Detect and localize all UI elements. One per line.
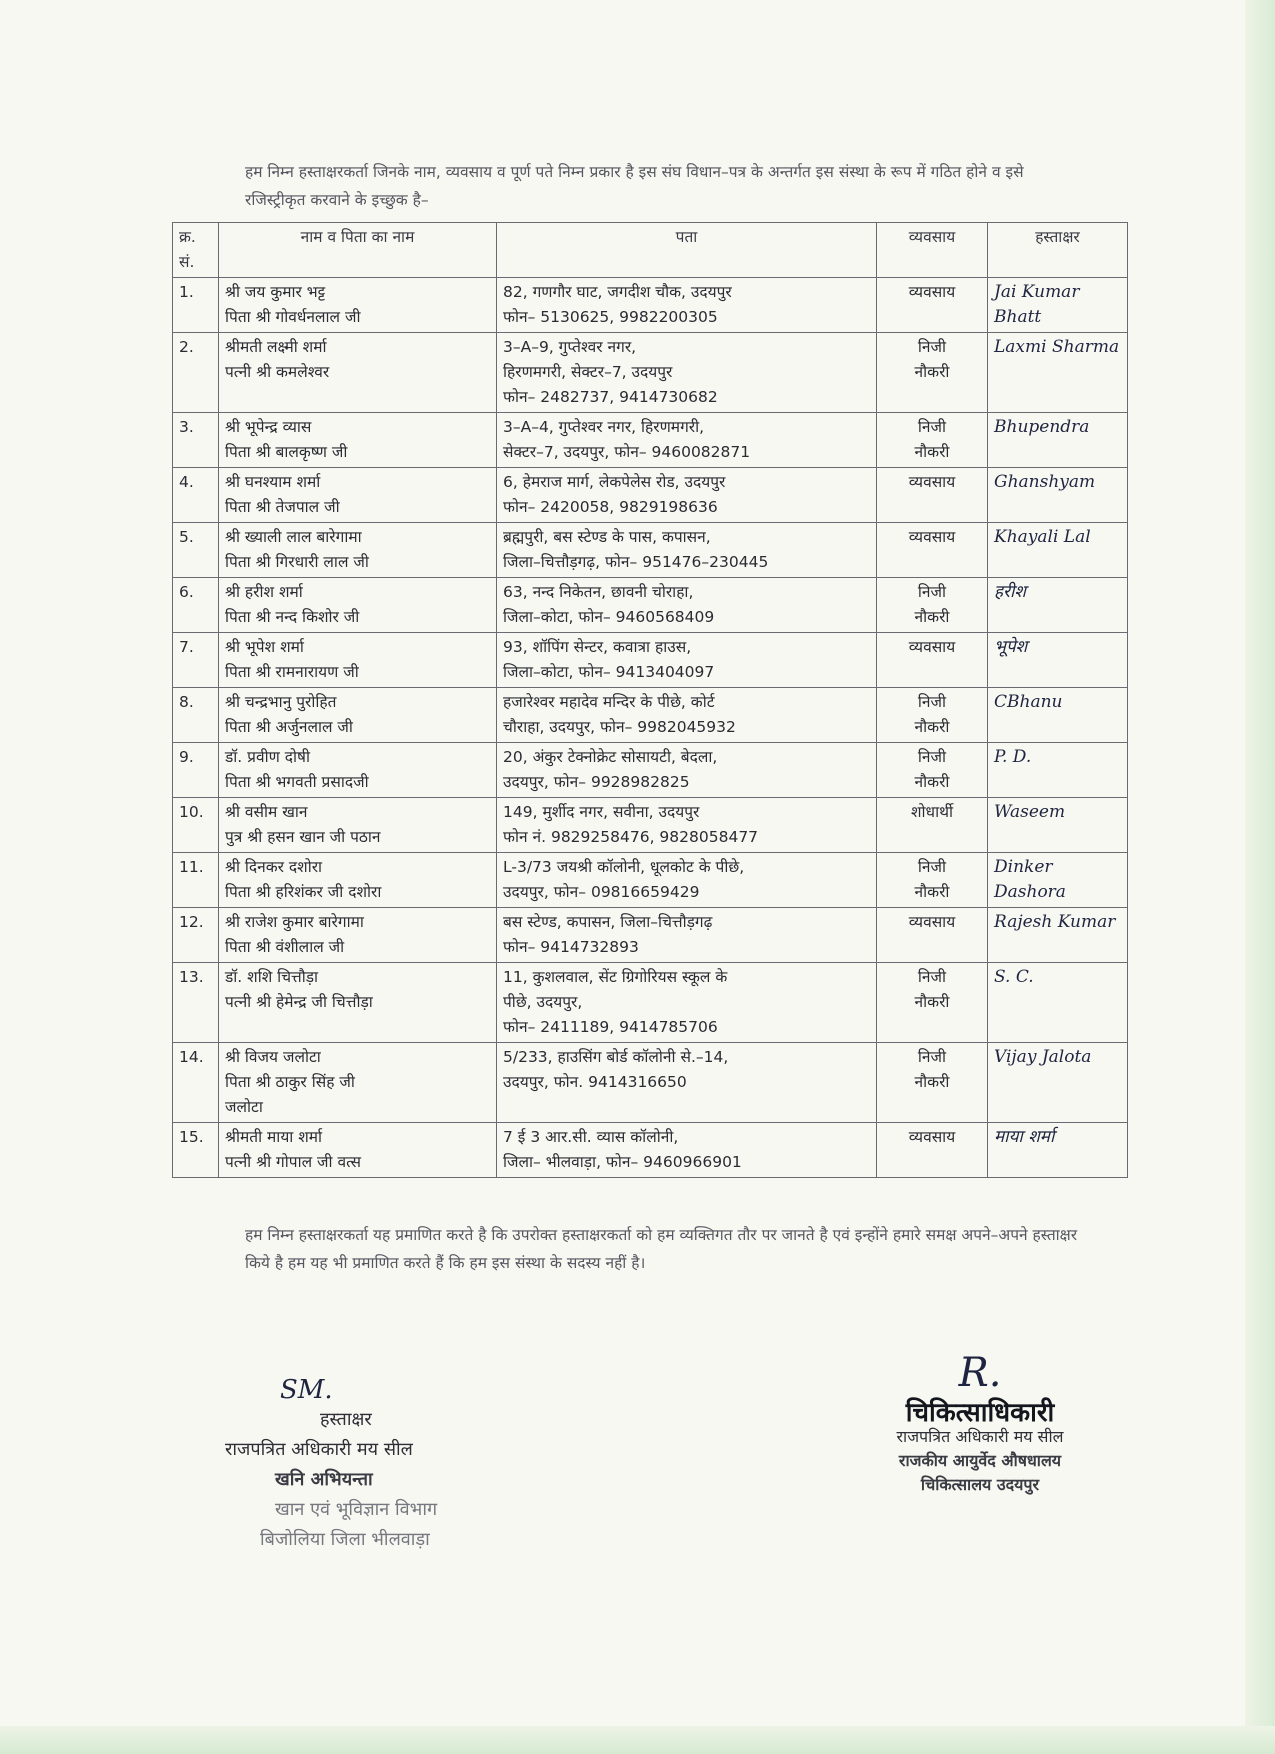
- cell-name-line: पिता श्री हरिशंकर जी दशोरा: [225, 883, 382, 901]
- cell-occupation-line: नौकरी: [914, 773, 950, 791]
- cell-address-line: उदयपुर, फोन. 9414316650: [503, 1073, 687, 1091]
- cell-name-line: जलोटा: [225, 1098, 263, 1116]
- cell-address: [497, 743, 877, 798]
- cell-name: [219, 578, 497, 633]
- cell-signature-line: Vijay Jalota: [994, 1047, 1092, 1067]
- cell-occupation: [877, 578, 988, 633]
- cell-name: [219, 963, 497, 1043]
- cell-address-line: 3–A–4, गुप्तेश्वर नगर, हिरणमगरी,: [503, 418, 705, 436]
- cell-address: [497, 963, 877, 1043]
- header-occupation: व्यवसाय: [877, 223, 988, 278]
- cell-occupation-line: व्यवसाय: [908, 913, 956, 931]
- cell-name-line: श्रीमती लक्ष्मी शर्मा: [225, 338, 327, 356]
- cell-address-line: जिला–कोटा, फोन– 9413404097: [503, 663, 715, 681]
- cell-signature-line: CBhanu: [994, 692, 1063, 712]
- cell-name-line: पत्नी श्री गोपाल जी वत्स: [225, 1153, 361, 1171]
- cell-address-line: 3–A–9, गुप्तेश्वर नगर,: [503, 338, 637, 356]
- cell-address-line: उदयपुर, फोन– 09816659429: [503, 883, 700, 901]
- cell-name-line: श्री ख्याली लाल बारेगामा: [225, 528, 362, 546]
- cell-address: [497, 1123, 877, 1178]
- cell-name-line: पुत्र श्री हसन खान जी पठान: [225, 828, 381, 846]
- cell-sno: [173, 798, 219, 853]
- cell-occupation: [877, 1043, 988, 1123]
- cell-occupation-line: नौकरी: [914, 993, 950, 1011]
- cell-address-line: 6, हेमराज मार्ग, लेकपेलेस रोड, उदयपुर: [503, 473, 726, 491]
- cell-sno-line: 10.: [179, 803, 204, 821]
- cell-sno: [173, 743, 219, 798]
- cell-name-line: श्री घनश्याम शर्मा: [225, 473, 321, 491]
- cell-name: [219, 853, 497, 908]
- cell-occupation-line: निजी: [917, 583, 947, 601]
- cell-sno-line: 6.: [179, 583, 194, 601]
- cell-name: [219, 1043, 497, 1123]
- cell-name: [219, 798, 497, 853]
- cell-occupation: [877, 908, 988, 963]
- cell-sno-line: 12.: [179, 913, 204, 931]
- left-seal-line1: खनि अभियन्ता: [275, 1469, 373, 1490]
- cell-signature-line: Rajesh Kumar: [994, 912, 1116, 932]
- cell-signature: [988, 413, 1128, 468]
- cell-name-line: पिता श्री भगवती प्रसादजी: [225, 773, 369, 791]
- cell-name: [219, 633, 497, 688]
- cell-address-line: जिला– भीलवाड़ा, फोन– 9460966901: [503, 1153, 742, 1171]
- cell-sno: [173, 578, 219, 633]
- cell-name: [219, 908, 497, 963]
- cell-signature: [988, 908, 1128, 963]
- intro-paragraph: हम निम्न हस्ताक्षरकर्ता जिनके नाम, व्यवसाय व पूर्ण पते निम्न प्रकार है इस संघ विधान–पत्र के अन्तर्गत इस संस्था के रूप में गठित होने व इसे रजिस्ट्रीकृत करवाने के इच्छुक है–: [245, 162, 1024, 209]
- cell-occupation: [877, 798, 988, 853]
- cell-name-line: पिता श्री अर्जुनलाल जी: [225, 718, 353, 736]
- cell-address-line: बस स्टेण्ड, कपासन, जिला–चित्तौड़गढ़: [503, 913, 713, 931]
- cell-occupation-line: निजी: [917, 693, 947, 711]
- table-row: [173, 468, 1128, 523]
- cell-signature: [988, 468, 1128, 523]
- cell-occupation-line: नौकरी: [914, 718, 950, 736]
- cell-address-line: 63, नन्द निकेतन, छावनी चोराहा,: [503, 583, 694, 601]
- cell-name-line: पत्नी श्री हेमेन्द्र जी चित्तौड़ा: [225, 993, 373, 1011]
- cell-sno-line: 4.: [179, 473, 194, 491]
- table-row: [173, 633, 1128, 688]
- cell-occupation-line: नौकरी: [914, 1073, 950, 1091]
- cell-address-line: सेक्टर–7, उदयपुर, फोन– 9460082871: [503, 443, 751, 461]
- cell-signature: [988, 633, 1128, 688]
- cell-occupation: [877, 1123, 988, 1178]
- cell-sno-line: 15.: [179, 1128, 204, 1146]
- cell-name-line: श्री हरीश शर्मा: [225, 583, 303, 601]
- right-seal-line1: राजकीय आयुर्वेद औषधालय: [898, 1451, 1062, 1470]
- cell-occupation: [877, 278, 988, 333]
- cell-sno-line: 14.: [179, 1048, 204, 1066]
- table-row: [173, 578, 1128, 633]
- cell-name-line: श्री वसीम खान: [225, 803, 308, 821]
- cell-address-line: हजारेश्वर महादेव मन्दिर के पीछे, कोर्ट: [503, 693, 715, 711]
- cell-address-line: फोन– 5130625, 9982200305: [503, 308, 718, 326]
- table-row: [173, 523, 1128, 578]
- cell-occupation: [877, 633, 988, 688]
- cell-address-line: फोन नं. 9829258476, 9828058477: [503, 828, 759, 846]
- cell-address: [497, 523, 877, 578]
- table-row: [173, 908, 1128, 963]
- cell-address-line: 5/233, हाउसिंग बोर्ड कॉलोनी से.–14,: [503, 1048, 729, 1066]
- right-title: चिकित्साधिकारी: [905, 1398, 1055, 1428]
- member-rows: [173, 278, 1128, 1178]
- cell-address-line: जिला–चित्तौड़गढ़, फोन– 951476–230445: [503, 553, 769, 571]
- cell-occupation: [877, 333, 988, 413]
- cell-signature-line: माया शर्मा: [994, 1127, 1055, 1147]
- cell-sno: [173, 468, 219, 523]
- cell-address-line: 149, मुर्शीद नगर, सवीना, उदयपुर: [503, 803, 700, 821]
- cell-name-line: श्री दिनकर दशोरा: [225, 858, 323, 876]
- cell-name-line: श्री भूपेश शर्मा: [225, 638, 304, 656]
- cell-occupation-line: नौकरी: [914, 363, 950, 381]
- cell-address: [497, 688, 877, 743]
- members-table: [172, 222, 1128, 1178]
- cell-occupation-line: नौकरी: [914, 883, 950, 901]
- cell-sno: [173, 278, 219, 333]
- cell-address-line: फोन– 9414732893: [503, 938, 639, 956]
- cell-occupation: [877, 468, 988, 523]
- cell-occupation-line: व्यवसाय: [908, 473, 956, 491]
- table-row: [173, 853, 1128, 908]
- cell-sno: [173, 333, 219, 413]
- cell-address-line: फोन– 2411189, 9414785706: [503, 1018, 718, 1036]
- cell-signature-line: Laxmi Sharma: [994, 337, 1120, 357]
- cell-signature: [988, 333, 1128, 413]
- cell-sno-line: 3.: [179, 418, 194, 436]
- cell-name-line: पिता श्री ठाकुर सिंह जी: [225, 1073, 355, 1091]
- cell-occupation-line: निजी: [917, 858, 947, 876]
- header-name: नाम व पिता का नाम: [219, 223, 497, 278]
- cell-sno-line: 8.: [179, 693, 194, 711]
- left-designation: राजपत्रित अधिकारी मय सील: [225, 1439, 413, 1460]
- cell-occupation: [877, 523, 988, 578]
- right-attestation-block: [815, 1345, 1145, 1497]
- cell-signature-line: Khayali Lal: [994, 527, 1091, 547]
- left-signature: SM.: [280, 1375, 333, 1405]
- cell-sno-line: 1.: [179, 283, 194, 301]
- cell-sno: [173, 963, 219, 1043]
- page-edge: [1245, 0, 1275, 1754]
- cell-address-line: L-3/73 जयश्री कॉलोनी, धूलकोट के पीछे,: [503, 858, 745, 876]
- cell-sno: [173, 633, 219, 688]
- cell-name: [219, 688, 497, 743]
- right-seal-line2: चिकित्सालय उदयपुर: [920, 1475, 1040, 1494]
- cell-name-line: पिता श्री तेजपाल जी: [225, 498, 340, 516]
- cell-signature-line: S. C.: [994, 967, 1034, 987]
- cell-name-line: पिता श्री वंशीलाल जी: [225, 938, 345, 956]
- table-row: [173, 963, 1128, 1043]
- cell-name-line: पिता श्री नन्द किशोर जी: [225, 608, 360, 626]
- left-signature-label: हस्ताक्षर: [320, 1409, 372, 1430]
- cell-name-line: पिता श्री बालकृष्ण जी: [225, 443, 348, 461]
- cell-address-line: 11, कुशलवाल, सेंट ग्रिगोरियस स्कूल के: [503, 968, 728, 986]
- header-sno: क्र. सं.: [173, 223, 219, 278]
- cell-signature: [988, 523, 1128, 578]
- cell-signature-line: Ghanshyam: [994, 472, 1096, 492]
- cell-occupation-line: शोधार्थी: [910, 803, 954, 821]
- cell-name: [219, 278, 497, 333]
- cell-name-line: पिता श्री रामनारायण जी: [225, 663, 359, 681]
- cell-address: [497, 278, 877, 333]
- cell-name-line: पिता श्री गिरधारी लाल जी: [225, 553, 369, 571]
- cell-occupation-line: नौकरी: [914, 443, 950, 461]
- cell-name-line: डॉ. शशि चित्तौड़ा: [225, 968, 319, 986]
- table-row: [173, 413, 1128, 468]
- cell-address: [497, 908, 877, 963]
- cell-sno-line: 5.: [179, 528, 194, 546]
- cell-occupation-line: निजी: [917, 748, 947, 766]
- cell-address: [497, 853, 877, 908]
- cell-signature: [988, 278, 1128, 333]
- cell-name-line: डॉ. प्रवीण दोषी: [225, 748, 310, 766]
- cell-sno-line: 2.: [179, 338, 194, 356]
- cell-signature: [988, 1123, 1128, 1178]
- cell-name-line: श्री चन्द्रभानु पुरोहित: [225, 693, 337, 711]
- cell-address-line: फोन– 2420058, 9829198636: [503, 498, 718, 516]
- cell-sno: [173, 853, 219, 908]
- cell-name-line: श्री राजेश कुमार बारेगामा: [225, 913, 364, 931]
- cell-address-line: ब्रह्मपुरी, बस स्टेण्ड के पास, कपासन,: [503, 528, 711, 546]
- cell-name: [219, 468, 497, 523]
- bottom-edge: [0, 1726, 1275, 1754]
- cell-address-line: 93, शॉपिंग सेन्टर, कवात्रा हाउस,: [503, 638, 692, 656]
- cell-address-line: 82, गणगौर घाट, जगदीश चौक, उदयपुर: [503, 283, 732, 301]
- cell-sno: [173, 1123, 219, 1178]
- cell-occupation-line: नौकरी: [914, 608, 950, 626]
- cell-name-line: श्री विजय जलोटा: [225, 1048, 321, 1066]
- cell-sno: [173, 688, 219, 743]
- cell-occupation: [877, 743, 988, 798]
- cell-address: [497, 468, 877, 523]
- cell-signature-line: भूपेश: [994, 637, 1028, 657]
- cell-name: [219, 523, 497, 578]
- cell-occupation-line: व्यवसाय: [908, 528, 956, 546]
- table-row: [173, 333, 1128, 413]
- cell-occupation-line: निजी: [917, 968, 947, 986]
- cell-address-line: फोन– 2482737, 9414730682: [503, 388, 718, 406]
- certification-paragraph: हम निम्न हस्ताक्षरकर्ता यह प्रमाणित करते है कि उपरोक्त हस्ताक्षरकर्ता को हम व्यक्तिगत तौर पर जानते है एवं इन्होंने हमारे समक्ष अपने–अपने हस्ताक्षर किये है हम यह भी प्रमाणित करते हैं कि हम इस संस्था के सदस्य नहीं है।: [245, 1225, 1078, 1272]
- cell-occupation: [877, 853, 988, 908]
- table-row: [173, 688, 1128, 743]
- table-row: [173, 743, 1128, 798]
- cell-signature-line: P. D.: [994, 747, 1032, 767]
- cell-occupation-line: व्यवसाय: [908, 638, 956, 656]
- cell-name: [219, 333, 497, 413]
- cell-name: [219, 413, 497, 468]
- table-row: [173, 1043, 1128, 1123]
- table-row: [173, 798, 1128, 853]
- cell-name-line: श्री जय कुमार भट्ट: [225, 283, 326, 301]
- cell-sno: [173, 413, 219, 468]
- cell-signature: [988, 798, 1128, 853]
- cell-name-line: पिता श्री गोवर्धनलाल जी: [225, 308, 361, 326]
- cell-signature: [988, 743, 1128, 798]
- cell-signature: [988, 853, 1128, 908]
- cell-address: [497, 633, 877, 688]
- cell-address-line: 7 ई 3 आर.सी. व्यास कॉलोनी,: [503, 1128, 679, 1146]
- cell-occupation-line: व्यवसाय: [908, 283, 956, 301]
- cell-occupation-line: निजी: [917, 1048, 947, 1066]
- cell-address: [497, 413, 877, 468]
- cell-sno-line: 11.: [179, 858, 204, 876]
- cell-address: [497, 333, 877, 413]
- cell-sno-line: 9.: [179, 748, 194, 766]
- cell-sno: [173, 908, 219, 963]
- header-signature: हस्ताक्षर: [988, 223, 1128, 278]
- cell-address: [497, 1043, 877, 1123]
- cell-address-line: जिला–कोटा, फोन– 9460568409: [503, 608, 715, 626]
- right-designation: राजपत्रित अधिकारी मय सील: [896, 1427, 1064, 1446]
- cell-occupation-line: निजी: [917, 338, 947, 356]
- cell-signature: [988, 578, 1128, 633]
- table-header-row: [173, 223, 1128, 278]
- cell-address-line: चौराहा, उदयपुर, फोन– 9982045932: [503, 718, 736, 736]
- cell-name-line: पत्नी श्री कमलेश्वर: [225, 363, 330, 381]
- left-seal-line3: बिजोलिया जिला भीलवाड़ा: [260, 1529, 430, 1550]
- cell-occupation: [877, 963, 988, 1043]
- cell-occupation-line: निजी: [917, 418, 947, 436]
- cell-occupation: [877, 413, 988, 468]
- cell-signature-line: Dinker Dashora: [994, 857, 1066, 902]
- header-address: पता: [497, 223, 877, 278]
- cell-sno: [173, 523, 219, 578]
- cell-signature-line: हरीश: [994, 582, 1026, 602]
- right-signature: R.: [958, 1350, 1002, 1396]
- cell-signature-line: Bhupendra: [994, 417, 1090, 437]
- cell-occupation: [877, 688, 988, 743]
- cell-name-line: श्री भूपेन्द्र व्यास: [225, 418, 312, 436]
- left-seal-line2: खान एवं भूविज्ञान विभाग: [275, 1499, 438, 1520]
- cell-name-line: श्रीमती माया शर्मा: [225, 1128, 323, 1146]
- cell-address: [497, 578, 877, 633]
- cell-address: [497, 798, 877, 853]
- cell-signature: [988, 688, 1128, 743]
- cell-address-line: हिरणमगरी, सेक्टर–7, उदयपुर: [503, 363, 673, 381]
- cell-sno: [173, 1043, 219, 1123]
- cell-signature-line: Jai Kumar Bhatt: [994, 282, 1080, 327]
- left-attestation-block: [225, 1375, 525, 1555]
- table-row: [173, 1123, 1128, 1178]
- cell-name: [219, 1123, 497, 1178]
- cell-sno-line: 7.: [179, 638, 194, 656]
- cell-signature: [988, 1043, 1128, 1123]
- cell-address-line: 20, अंकुर टेक्नोक्रेट सोसायटी, बेदला,: [503, 748, 718, 766]
- cell-address-line: पीछे, उदयपुर,: [503, 993, 583, 1011]
- table-row: [173, 278, 1128, 333]
- cell-name: [219, 743, 497, 798]
- cell-signature-line: Waseem: [994, 802, 1066, 822]
- cell-signature: [988, 963, 1128, 1043]
- cell-address-line: उदयपुर, फोन– 9928982825: [503, 773, 690, 791]
- cell-sno-line: 13.: [179, 968, 204, 986]
- cell-occupation-line: व्यवसाय: [908, 1128, 956, 1146]
